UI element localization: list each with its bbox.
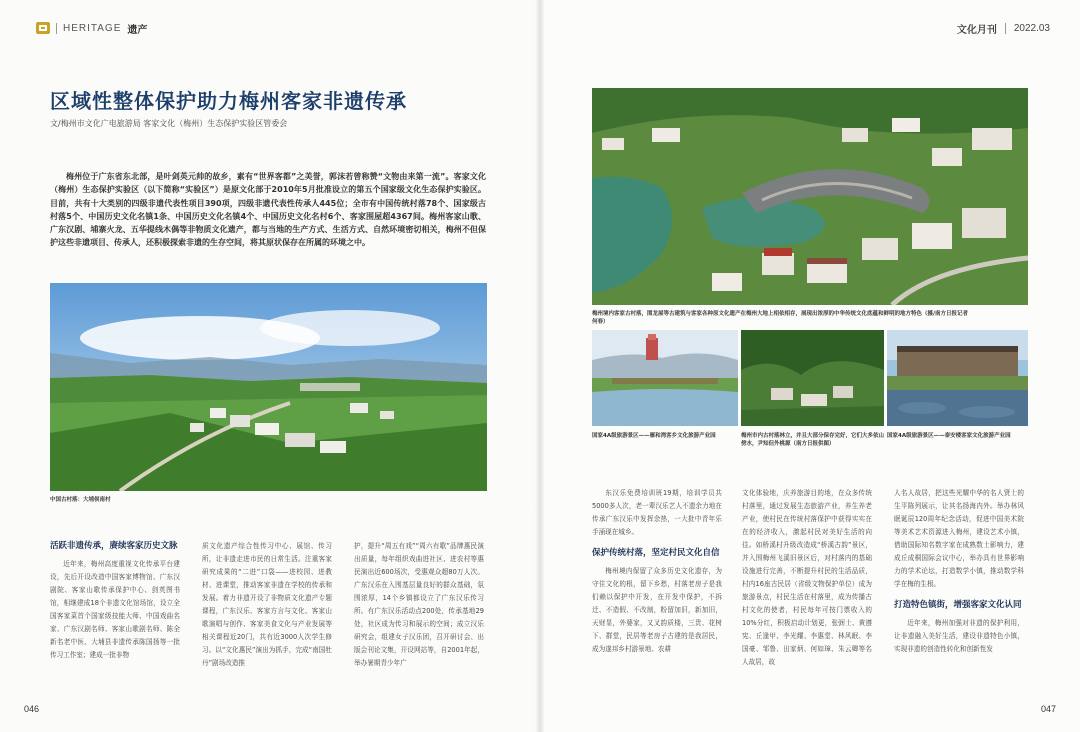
thumb-caption-2: 梅州市内古村落林立，并且大部分保存完好，它们大多依山傍水，尹知但外桃源（南方日报供图） (741, 433, 885, 447)
article-title: 区域性整体保护助力梅州客家非遗传承 (50, 89, 407, 113)
page-number-left: 046 (24, 704, 40, 714)
column-1-text: 近年来，梅州高度重视文化传承平台建设，先后开设改造中国客家博物馆、广东汉剧院、客家山歌传承保护中心、剑英图书馆，相继建成18个非遗文化馆场馆，设立全国客家菜首个国家级技能大师、中国戏曲名家、广东汉剧名师、客家山歌剧名师、陈全新名老中医、大埔县非遗传承陈国扬等一批传习工作室；建成一批非物 (50, 560, 180, 659)
page-number-right: 047 (1040, 704, 1056, 714)
header-divider (56, 23, 57, 34)
column-4 (592, 487, 722, 656)
column-4-text: 东汉乐免费培训班19期，培训学员共5000多人次，老一辈汉乐艺人不遗余力地在传承广东汉乐中发挥余热，一大批中青年乐手涌现在城乡。 (592, 489, 722, 536)
thumb-photo-3 (887, 330, 1028, 426)
thumb-caption-1: 国家4A级旅游景区——雁和湾客乡文化旅游产业园 (592, 433, 716, 439)
column-3-text: 护，提升“周五有戏”“周六有歌”品牌惠民演出质量，每年组织戏曲进社区、进农村等惠民演出近600场次，受惠观众超80万人次。广东汉乐在入围基层量良好的群众基础，氛围浓厚，14个乡镇都设立了广东汉乐传习所。有广东汉乐活动点200处，传承基地29处，社区成为传习和展示的空间；成立汉乐研究会，组建女子汉乐团，召开研讨会、出版会刊论文集，开设网站等，自2001年起，举办暑期青少年广 (354, 542, 484, 667)
column-6b-text: 近年来，梅州加强对非遗的保护利用，让非遗融入美好生活，建设非遗特色小镇，实现非遗的创造性转化和创新性发 (894, 619, 1024, 653)
village-valley-image (741, 330, 884, 426)
column-2 (202, 540, 332, 670)
village-photo (50, 283, 487, 491)
issue-date: 2022.03 (1013, 23, 1050, 34)
column-6-text: 人名人故居，把这些光耀中华的名人贤士的生平陈列展示，让其名扬海内外。举办林风眠诞辰120周年纪念活动，促进中国美术院等美术艺术资源进入梅州，建设艺术小镇，借助国际知名数字家在成熟数士影响力，建成丘成桐国际会议中心，举办具有世界影响力的学术论坛，打造数学小镇，推动数学科学在梅的生根。 (894, 489, 1024, 588)
section-header (36, 20, 147, 36)
section-heading-1: 活跃非遗传承，赓续客家历史文脉 (50, 541, 178, 551)
tourist-park-image (592, 330, 738, 426)
page-gutter (535, 0, 545, 732)
thumb-caption-3: 国家4A级旅游景区——泰安楼客家文化旅游产业园 (887, 433, 1011, 439)
heritage-logo-icon (36, 22, 50, 34)
magazine-name: 文化月刊 (956, 25, 997, 36)
header-divider (1005, 23, 1006, 34)
roundhouse-pond-image (887, 330, 1028, 426)
right-page (540, 0, 1080, 732)
section-name-en: HERITAGE (63, 22, 122, 34)
aerial-photo (592, 88, 1028, 305)
section-heading-2: 保护传统村落，坚定村民文化自信 (592, 548, 720, 558)
column-4b-text: 梅州境内保留了众多历史文化遗存，为守住文化的根，留下乡愁，村落老房子是我们赖以保护中开发，在开发中保护，不拆迁、不造假、不改制，粉留加旧，新加旧，天财显，外婆家，又叉韵质楼，三贵、花树下、群堂，民居等老房子古建的是我居民，成为遂邦乡村游景地、农耕 (592, 567, 722, 653)
aerial-caption: 梅州境内客家古村落，围龙屋等古建筑与客家各种原文化遗产在梅州大地上相依相存，展现出浓厚的中华传统文化底蕴和鲜明的地方特色（摄/南方日报记者 何春） (592, 311, 969, 325)
column-5-text: 文化体验地，庆养旅游目的地，在众多传统村落里，通过发展生态旅游产业，养生养老产业，使村民在传统村落保护中获得实实在在的经济收入，激起村民对美好生活的向往。如桥溪村升级改造成“桥溪古韵”景区，并入围梅州飞溪旧景区后，对村落内的基础设施进行完善，不断提升村民的生活品质，村内16座古民居（省级文物保护单位）成为旅游景点，村民生活在村落里，成为传播古村文化的使者，村民每年可按门票收入的10%分红，积极启动计划更，张弼士、黄遵宪、丘逢甲、李光耀、李惠堂、林风眠、李国豪、邹鲁、田家炳、何如璋、朱云卿等名人故居，故 (742, 489, 872, 666)
thumb-photo-1 (592, 330, 738, 426)
column-3 (354, 540, 484, 670)
thumb-photo-2 (741, 330, 884, 426)
village-caption: 中国古村落：大埔侯南村 (50, 497, 111, 503)
article-lead: 梅州位于广东省东北部，是叶剑英元帅的故乡，素有“世界客都”之美誉，郭沫若曾称赞“文物由来第一流”。客家文化（梅州）生态保护实验区（以下简称“实验区”）是原文化部于2010年5月批准设立的第五个国家级文化生态保护实验区。目前，共有十大类别的四级非遗代表性项目390项，四级非遗代表性传承人445位；全市有中国传统村落78个、国家级古村落5个、中国历史文化名镇1条、中国历史文化名镇4个、中国历史文化名村6个、客家围屋超4367间。梅州客家山歌、广东汉剧、埔寨火龙、五华提线木偶等非物质文化遗产，都与当地的生产方式、生活方式、自然环境密切相关，梅州不但保护这些非遗项目、传承人，还积极探索非遗的生存空间，将其原状保存在所属的环境之中。 (50, 172, 486, 248)
column-5 (742, 487, 872, 669)
magazine-header (957, 21, 1050, 36)
column-2-text: 质文化遗产综合性传习中心、展馆、传习所，让非遗走进市民的日常生活。注重客家研究成果的“二进”口袋——进校园、进教材、进课堂，推动客家非遗在学校的传承和发展。着力非遗开设了非物质文化遗产专题课程，广东汉乐、客家方言与文化、客家山歌演唱与创作、客家美食文化与产业发展等相关课程近20门，共有近3000人次学生修习。以“文化惠民”演出为抓手，完成“南国牡丹”剧场改造推 (202, 542, 332, 667)
article-byline: 文/梅州市文化广电旅游局 客家文化（梅州）生态保护实验区管委会 (50, 119, 288, 128)
village-landscape-image (50, 283, 487, 491)
column-1 (50, 540, 180, 662)
section-name-cn: 遗产 (127, 24, 148, 36)
column-6 (894, 487, 1024, 656)
section-heading-3: 打造特色镇街，增强客家文化认同 (894, 600, 1022, 610)
aerial-village-image (592, 88, 1028, 305)
